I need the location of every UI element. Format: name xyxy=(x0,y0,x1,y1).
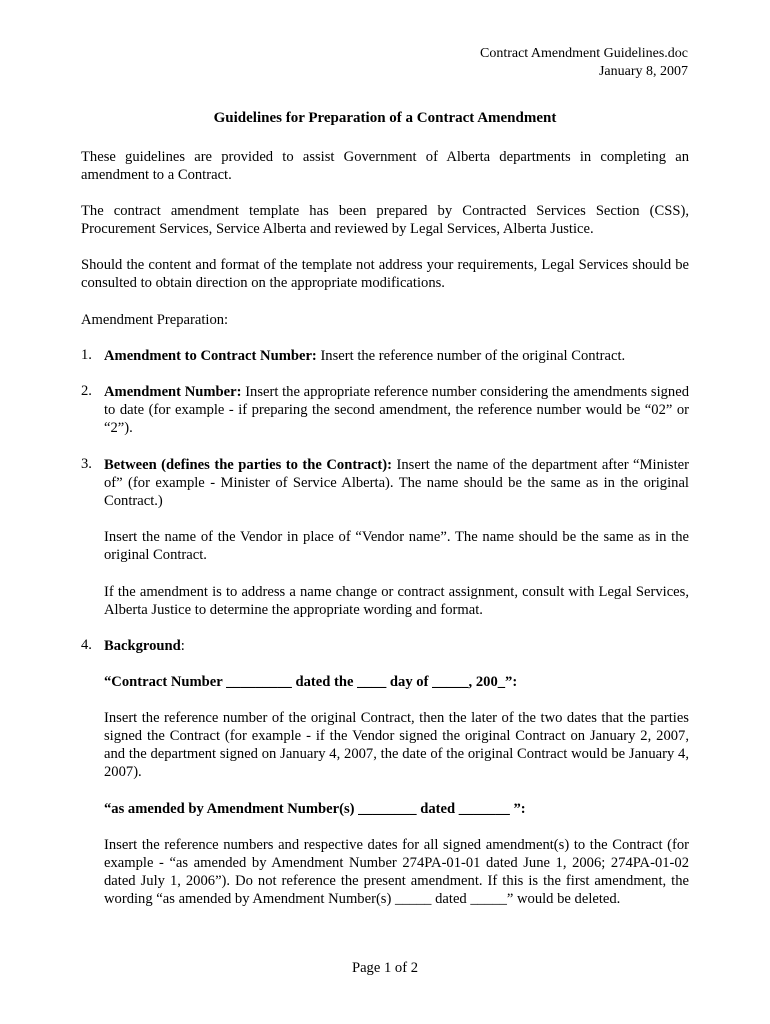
template-paragraph: The contract amendment template has been prepared by Contracted Services Section (CSS), Procurement Services, Service Alberta and reviewed by Legal Services, Alberta Justice. xyxy=(81,203,689,237)
item-3 xyxy=(104,456,689,510)
item-2-number: 2. xyxy=(81,383,92,399)
item-1-number: 1. xyxy=(81,347,92,363)
item-4-number: 4. xyxy=(81,637,92,653)
item-1 xyxy=(104,347,689,365)
item-4-amended-text: Insert the reference numbers and respective dates for all signed amendment(s) to the Contract (for example - “as amended by Amendment Number 274PA-01-01 dated June 1, 2006; 274PA-01-02 dated July 1, 2006”). Do not reference the present amendment. If this is the first amendment, the wording “as amended by Amendment Number(s) _____ dated _____” would be deleted. xyxy=(104,837,689,907)
item-4-contract-number-text: Insert the reference number of the original Contract, then the later of the two dates that the parties signed the Contract (for example - if the Vendor signed the original Contract on January 2, 2007, and the department signed on January 4, 2007, the date of the original Contract would be January 4, 2007). xyxy=(104,710,689,780)
header-filename: Contract Amendment Guidelines.doc xyxy=(479,46,688,61)
item-2-text: Insert the appropriate reference number considering the amendments signed to date (for example - if preparing the second amendment, the reference number would be “02” or “2”). xyxy=(104,384,689,436)
content-paragraph: Should the content and format of the template not address your requirements, Legal Services should be consulted to obtain direction on the appropriate modifications. xyxy=(81,257,689,291)
intro-paragraph: These guidelines are provided to assist Government of Alberta departments in completing an amendment to a Contract. xyxy=(81,149,689,183)
item-4 xyxy=(104,637,689,655)
item-2-heading: Amendment Number: xyxy=(104,384,242,400)
item-3-number: 3. xyxy=(81,456,92,472)
item-4-colon: : xyxy=(180,638,185,654)
item-3-assignment-paragraph: If the amendment is to address a name change or contract assignment, consult with Legal Services, Alberta Justice to determine the appropriate wording and format. xyxy=(104,584,689,618)
item-3-heading: Between (defines the parties to the Contract): xyxy=(104,457,393,473)
header-date: January 8, 2007 xyxy=(598,64,688,79)
item-4-contract-number-heading xyxy=(104,673,689,691)
item-3-text: Insert the name of the department after “Minister of” (for example - Minister of Service Alberta). The name should be the same as in the original Contract.) xyxy=(104,457,689,509)
section-label: Amendment Preparation: xyxy=(81,312,229,328)
item-4-sub2-heading: “as amended by Amendment Number(s) ________ dated _______ ”: xyxy=(104,801,526,817)
item-1-heading: Amendment to Contract Number: xyxy=(104,348,317,364)
document-header xyxy=(480,45,688,81)
page-title: Guidelines for Preparation of a Contract Amendment xyxy=(213,110,557,126)
page-footer: Page 1 of 2 xyxy=(351,960,419,976)
item-3-vendor-paragraph: Insert the name of the Vendor in place of “Vendor name”. The name should be the same as in the original Contract. xyxy=(104,529,689,563)
item-4-amended-heading xyxy=(104,800,689,818)
item-4-heading: Background xyxy=(104,638,181,654)
item-1-text: Insert the reference number of the original Contract. xyxy=(316,348,626,364)
item-4-sub1-heading: “Contract Number _________ dated the ____ day of _____, 200_”: xyxy=(104,674,518,690)
item-2 xyxy=(104,383,689,437)
